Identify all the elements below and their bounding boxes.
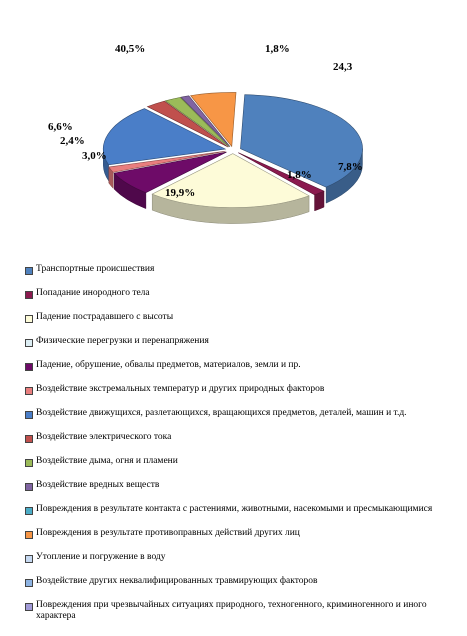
legend-swatch <box>25 363 33 371</box>
legend-item <box>19 359 459 383</box>
data-label: 24,3 <box>333 61 353 73</box>
legend-label: Воздействие электрического тока <box>36 432 172 442</box>
legend-label: Воздействие дыма, огня и пламени <box>36 456 178 466</box>
legend-label: Повреждения в результате противоправных действий других лиц <box>36 528 300 538</box>
legend-item <box>19 287 459 311</box>
legend-swatch <box>25 435 33 443</box>
legend-item <box>19 527 459 551</box>
legend-swatch <box>25 459 33 467</box>
data-label: 2,4% <box>60 135 85 147</box>
legend-item <box>19 551 459 575</box>
legend-swatch <box>25 555 33 563</box>
legend-swatch <box>25 315 33 323</box>
legend-label: Воздействие вредных веществ <box>36 480 160 490</box>
data-label: 6,6% <box>48 121 73 133</box>
legend-item <box>19 503 459 527</box>
pie-tops <box>103 92 362 207</box>
legend-item <box>19 575 459 599</box>
legend-item <box>19 479 459 503</box>
legend-label: Физические перегрузки и перенапряжения <box>36 336 209 346</box>
legend-item <box>19 431 459 455</box>
legend-swatch <box>25 291 33 299</box>
legend-label: Повреждения при чрезвычайных ситуациях природного, техногенного, криминогенного и иного характера <box>36 600 427 622</box>
legend-item <box>19 263 459 287</box>
legend-label: Повреждения в результате контакта с растениями, животными, насекомыми и пресмыкающимися <box>36 504 433 514</box>
legend-swatch <box>25 339 33 347</box>
data-label: 1,8% <box>287 169 312 181</box>
legend-item <box>19 599 459 633</box>
pie-chart <box>0 0 467 260</box>
data-label: 19,9% <box>165 187 196 199</box>
legend-swatch <box>25 267 33 275</box>
data-label: 7,8% <box>338 161 363 173</box>
legend-swatch <box>25 603 33 611</box>
data-label: 1,8% <box>265 43 290 55</box>
legend-swatch <box>25 387 33 395</box>
legend-swatch <box>25 579 33 587</box>
data-label: 40,5% <box>115 43 146 55</box>
legend-label: Транспортные происшествия <box>36 264 155 274</box>
legend-item <box>19 455 459 479</box>
legend-label: Воздействие экстремальных температур и других природных факторов <box>36 384 325 394</box>
legend-label: Воздействие других неквалифицированных травмирующих факторов <box>36 576 318 586</box>
legend-label: Воздействие движущихся, разлетающихся, вращающихся предметов, деталей, машин и т.д. <box>36 408 407 418</box>
legend-swatch <box>25 483 33 491</box>
legend-item <box>19 311 459 335</box>
data-label: 3,0% <box>82 150 107 162</box>
legend-item <box>19 407 459 431</box>
legend-label: Попадание инородного тела <box>36 288 150 298</box>
chart-legend <box>19 263 459 633</box>
legend-item <box>19 383 459 407</box>
legend-label: Падение, обрушение, обвалы предметов, материалов, земли и пр. <box>36 360 301 370</box>
legend-swatch <box>25 411 33 419</box>
legend-swatch <box>25 531 33 539</box>
legend-label: Утопление и погружение в воду <box>36 552 166 562</box>
legend-item <box>19 335 459 359</box>
legend-label: Падение пострадавшего с высоты <box>36 312 174 322</box>
legend-swatch <box>25 507 33 515</box>
